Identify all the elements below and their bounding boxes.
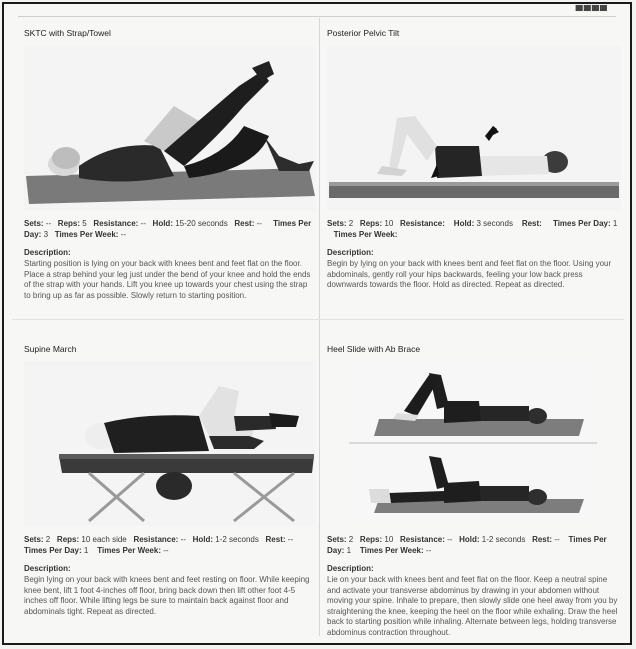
exercise-title: Supine March [24, 344, 77, 354]
exercise-params: Sets: -- Reps: 5 Resistance: -- Hold: 15-20 seconds Rest: -- Times Per Day: 3 Times Per Week: -- [24, 219, 312, 239]
exercise-params: Sets: 2 Reps: 10 Resistance: -- Hold: 1-2 seconds Rest: -- Times Per Day: 1 Times Per Week: -- [327, 535, 607, 555]
description-heading: Description: [24, 248, 71, 257]
top-rule [18, 16, 616, 17]
description-text: Begin lying on your back with knees bent and feet resting on floor. While keeping knee bent, lift 1 foot 4-inches off floor, bring back down then lift other foot 4-5 inches off floor. While lifting legs be sure to maintain back against floor and abdominals tight. Repeat as directed. [24, 575, 310, 616]
exercise-title: SKTC with Strap/Towel [24, 28, 111, 38]
description-text: Lie on your back with knees bent and feet flat on the floor. Keep a neutral spine and activate your transverse abdominus by drawing in your abdomen without moving your spine. Inhale to prepare, then slowly slide one heel away from you by straightening the knee, keeping the heel on the floor while exhaling. Draw the heel back to starting position while inhaling. Alternate between legs, holding transverse abdominus contraction throughout. [327, 575, 618, 637]
description-text: Begin by lying on your back with knees bent and feet flat on the floor. Using your abdominals, gently roll your hips backwards, feeling your low back press downwards towards the floor. Hold as directed. Repeat as directed. [327, 259, 612, 290]
exercise-photo-supine-march [24, 361, 315, 526]
exercise-photo-heel-slide [349, 361, 597, 524]
exercise-title: Heel Slide with Ab Brace [327, 344, 421, 354]
middle-fold [12, 319, 624, 320]
description-heading: Description: [24, 564, 71, 573]
exercise-title: Posterior Pelvic Tilt [327, 28, 400, 38]
exercise-photo-pelvic-tilt [327, 46, 621, 211]
exercise-params: Sets: 2 Reps: 10 Resistance: Hold: 3 seconds Rest: Times Per Day: 1 Times Per Week: [327, 219, 618, 239]
exercise-params: Sets: 2 Reps: 10 each side Resistance: -- Hold: 1-2 seconds Rest: -- Times Per Day: 1 Times Per Week: -- [24, 535, 294, 555]
handout-page [2, 2, 632, 645]
logo-fragment: ▄▄▄▄ [575, 0, 608, 11]
description-heading: Description: [327, 564, 374, 573]
description-heading: Description: [327, 248, 374, 257]
center-fold [319, 18, 320, 636]
exercise-photo-sktc [24, 46, 315, 211]
description-text: Starting position is lying on your back with knees bent and feet flat on the floor. Place a strap behind your leg just under the bend of your knee and hold the ends of the strap with your hands. Lift you knee up towards your chest using the strap to bring up as far as possible. Slowly return to starting position. [24, 259, 311, 300]
